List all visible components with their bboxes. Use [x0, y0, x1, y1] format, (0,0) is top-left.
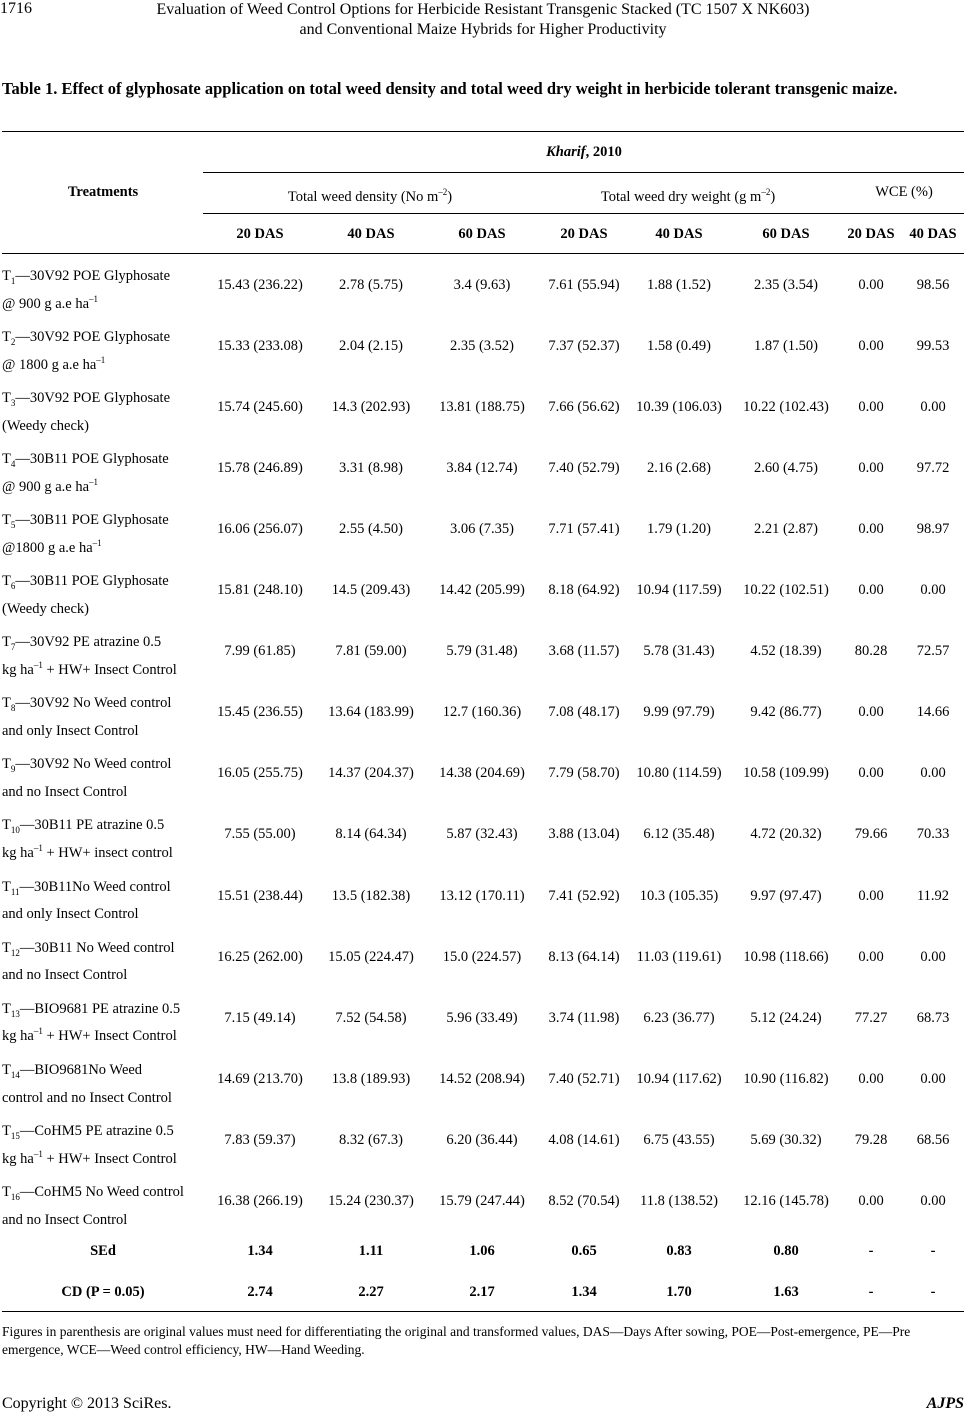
running-head-line2: and Conventional Maize Hybrids for Higher Productivity [299, 21, 667, 38]
season-italic: Kharif [546, 144, 586, 160]
treatment-cell [2, 267, 207, 313]
treatment-line1: $T_6—30B11$ POE Glyphosate [2, 573, 169, 592]
treatment-line2a: @ 1800 g a.e ha [2, 356, 97, 373]
value-cell: 10.22 (102.43) [743, 399, 829, 416]
value-cell: 10.94 (117.62) [636, 1070, 722, 1087]
treatment-line2a: and no Insect Control [2, 784, 128, 801]
treatment-cell [2, 816, 207, 862]
treatment-sub: 4 [10, 459, 16, 470]
value-cell: 14.69 (213.70) [217, 1070, 303, 1087]
value-cell: 0.00 [858, 521, 884, 538]
treatment-name: —30V92 No Weed control [15, 695, 172, 712]
value-cell: 9.97 (97.47) [750, 887, 822, 904]
value-cell: 14.42 (205.99) [439, 582, 525, 599]
header-bottom-rule [2, 253, 964, 254]
value-cell: 3.4 (9.63) [453, 277, 511, 293]
stats-value: 2.27 [358, 1284, 384, 1300]
value-cell: 1.88 (1.52) [646, 277, 712, 293]
treatment-sup: –1 [89, 477, 99, 488]
treatment-line1: $T_3—30V92$ POE Glyphosate [2, 390, 171, 408]
value-cell: 5.78 (31.43) [643, 643, 715, 660]
stats-value: - [868, 1243, 874, 1259]
treatments-header: Treatments [67, 184, 139, 200]
stats-value: 2.17 [469, 1284, 495, 1300]
treatment-line1: $T_{13}—BIO9681$ PE atrazine 0.5 [2, 1000, 181, 1019]
stats-value: 0.80 [773, 1243, 799, 1259]
treatment-line1: $T_{15}—CoHM5$ PE atrazine 0.5 [2, 1122, 174, 1141]
stats-value: 1.63 [773, 1284, 799, 1300]
value-cell: 3.74 (11.98) [548, 1009, 620, 1026]
treatment-line2 [2, 290, 207, 313]
value-cell: 70.33 [916, 826, 950, 843]
value-cell: 16.38 (266.19) [217, 1192, 303, 1209]
value-cell: 15.81 (248.10) [217, 582, 303, 599]
value-cell: 80.28 [854, 643, 888, 660]
value-cell: 15.05 (224.47) [328, 948, 414, 965]
group-dry-text: Total weed dry weight (g m [600, 188, 762, 205]
value-cell: 11.92 [916, 887, 950, 904]
treatment-cell [2, 1000, 207, 1046]
value-cell: 3.68 (11.57) [548, 643, 620, 660]
treatment-sub: 13 [10, 1008, 20, 1019]
treatment-line2 [2, 351, 207, 374]
treatment-line2 [2, 900, 207, 923]
value-cell: 7.37 (52.37) [548, 338, 620, 355]
running-head [0, 0, 966, 40]
treatment-line1: $T_1—30V92$ POE Glyphosate [2, 268, 171, 286]
value-cell: 9.99 (97.79) [643, 704, 715, 721]
value-cell: 8.32 (67.3) [338, 1131, 404, 1148]
value-cell: 2.35 (3.54) [753, 277, 819, 293]
value-cell: 72.57 [916, 643, 950, 660]
treatment-line2a: kg ha [2, 1150, 34, 1167]
treatment-line1: $T_{14}—BIO9681No$ Weed [2, 1061, 143, 1080]
value-cell: 10.58 (109.99) [743, 765, 829, 782]
treatment-line1: $T_5—30B11$ POE Glyphosate [2, 512, 169, 531]
subheader-1: 20 DAS [236, 226, 284, 242]
value-cell: 1.79 (1.20) [646, 521, 712, 538]
treatment-line2 [2, 656, 207, 679]
treatment-cell [2, 572, 207, 618]
stats-value: 1.34 [247, 1243, 273, 1259]
treatment-line2a: kg ha [2, 662, 34, 679]
value-cell: 4.52 (18.39) [750, 643, 822, 660]
treatment-line2a: (Weedy check) [2, 600, 89, 617]
value-cell: 0.00 [858, 1070, 884, 1087]
value-cell: 0.00 [858, 277, 884, 293]
treatment-sub: 3 [10, 397, 16, 408]
stats-value: 1.11 [358, 1243, 384, 1259]
value-cell: 10.90 (116.82) [743, 1070, 829, 1087]
treatment-name: —30B11 No Weed control [19, 939, 175, 956]
treatment-line2b: + HW+ insect control [42, 845, 173, 862]
treatment-line2 [2, 961, 207, 984]
treatment-sub: 11 [10, 886, 20, 897]
value-cell: 8.14 (64.34) [335, 826, 407, 843]
value-cell: 7.99 (61.85) [224, 643, 296, 660]
value-cell: 5.12 (24.24) [750, 1009, 822, 1026]
treatment-line1: $T_2—30V92$ POE Glyphosate [2, 329, 171, 347]
treatment-line2b: + HW+ Insect Control [42, 1150, 177, 1167]
treatment-line2a: control and no Insect Control [2, 1089, 172, 1106]
treatment-name: —30B11 PE atrazine 0.5 [19, 817, 165, 834]
value-cell: 68.73 [916, 1009, 950, 1026]
treatment-sub: 12 [10, 947, 20, 958]
treatment-cell [2, 633, 207, 679]
value-cell: 15.43 (236.22) [217, 277, 303, 293]
treatment-sup: –1 [89, 293, 99, 304]
value-cell: 0.00 [858, 338, 884, 355]
treatment-name: —BIO9681 PE atrazine 0.5 [19, 1000, 181, 1017]
treatment-cell [2, 694, 207, 740]
group-dry-sup: –2 [761, 187, 771, 197]
value-cell: 1.58 (0.49) [646, 338, 712, 355]
treatment-cell [2, 878, 207, 924]
group-wce-header: WCE (%) [875, 184, 933, 200]
treatment-sup: –1 [33, 1148, 43, 1159]
value-cell: 14.37 (204.37) [328, 765, 414, 782]
value-cell: 12.7 (160.36) [442, 704, 522, 721]
value-cell: 99.53 [916, 338, 950, 355]
treatment-sub: 1 [10, 275, 16, 286]
journal-name: AJPS [926, 1395, 964, 1412]
running-head-line1: Evaluation of Weed Control Options for Herbicide Resistant Transgenic Stacked (TC 1507 X NK603) [156, 1, 810, 18]
treatment-name: —BIO9681No Weed [19, 1061, 143, 1078]
treatment-name: —30V92 POE Glyphosate [15, 390, 171, 407]
value-cell: 5.87 (32.43) [446, 826, 518, 843]
value-cell: 10.39 (106.03) [636, 399, 722, 416]
value-cell: 0.00 [858, 887, 884, 904]
treatment-sup: –1 [33, 843, 43, 854]
stats-value: - [930, 1284, 936, 1300]
value-cell: 14.3 (202.93) [331, 399, 411, 416]
value-cell: 0.00 [920, 399, 946, 416]
treatment-cell [2, 1183, 207, 1229]
stats-value: 1.06 [469, 1243, 495, 1259]
treatment-line2 [2, 534, 207, 557]
treatment-sub: 8 [10, 703, 16, 714]
value-cell: 7.83 (59.37) [224, 1131, 296, 1148]
value-cell: 7.15 (49.14) [224, 1009, 296, 1026]
stats-value: - [868, 1284, 874, 1300]
value-cell: 7.52 (54.58) [335, 1009, 407, 1026]
value-cell: 14.38 (204.69) [439, 765, 525, 782]
table-footnote: Figures in parenthesis are original values must need for differentiating the original and transformed values, DAS—Days After sowing, POE—Post-emergence, PE—Pre emergence, WCE—Weed control efficiency, HW—Hand Weeding. [2, 1324, 911, 1357]
group-density-text: Total weed density (No m [287, 188, 439, 205]
value-cell: 79.28 [854, 1131, 888, 1148]
value-cell: 97.72 [916, 460, 950, 477]
stats-label: CD (P = 0.05) [61, 1284, 145, 1300]
value-cell: 2.55 (4.50) [338, 521, 404, 538]
treatment-line2 [2, 473, 207, 496]
value-cell: 13.64 (183.99) [328, 704, 414, 721]
treatment-sub: 14 [10, 1069, 20, 1080]
value-cell: 3.88 (13.04) [548, 826, 620, 843]
value-cell: 0.00 [858, 704, 884, 721]
value-cell: 0.00 [858, 460, 884, 477]
value-cell: 5.79 (31.48) [446, 643, 518, 660]
treatment-name: —30B11 POE Glyphosate [15, 573, 169, 590]
treatment-cell [2, 389, 207, 435]
treatment-line1: $T_{10}—30B11$ PE atrazine 0.5 [2, 817, 165, 836]
value-cell: 14.66 [916, 704, 950, 721]
treatment-sup: –1 [33, 660, 43, 671]
value-cell: 14.52 (208.94) [439, 1070, 525, 1087]
value-cell: 7.40 (52.71) [548, 1070, 620, 1087]
stats-value: 2.74 [247, 1284, 273, 1300]
treatment-name: —30B11No Weed control [19, 878, 171, 895]
treatment-line2 [2, 1206, 207, 1229]
value-cell: 12.16 (145.78) [743, 1192, 829, 1209]
treatment-cell [2, 755, 207, 801]
stats-value: 1.34 [571, 1284, 597, 1300]
value-cell: 98.56 [916, 277, 950, 293]
value-cell: 15.79 (247.44) [439, 1192, 525, 1209]
value-cell: 11.03 (119.61) [636, 948, 722, 965]
value-cell: 5.69 (30.32) [750, 1131, 822, 1148]
value-cell: 0.00 [858, 1192, 884, 1209]
value-cell: 15.0 (224.57) [442, 948, 522, 965]
treatment-name: —30V92 PE atrazine 0.5 [15, 634, 162, 651]
value-cell: 8.13 (64.14) [548, 948, 620, 965]
value-cell: 8.52 (70.54) [548, 1192, 620, 1209]
value-cell: 15.78 (246.89) [217, 460, 303, 477]
value-cell: 6.23 (36.77) [643, 1009, 715, 1026]
treatment-sup: –1 [92, 538, 102, 549]
stats-value: 0.65 [571, 1243, 597, 1259]
value-cell: 8.18 (64.92) [548, 582, 620, 599]
value-cell: 7.61 (55.94) [548, 277, 620, 293]
value-cell: 15.51 (238.44) [217, 887, 303, 904]
treatment-cell [2, 450, 207, 496]
treatment-line2a: @ 900 g a.e ha [2, 478, 90, 495]
subheader-3: 60 DAS [458, 226, 506, 242]
value-cell: 3.84 (12.74) [446, 460, 518, 477]
treatment-name: —30V92 POE Glyphosate [15, 329, 171, 346]
treatment-line2a: @1800 g a.e ha [2, 539, 93, 556]
value-cell: 7.81 (59.00) [335, 643, 407, 660]
treatment-line1: $T_4—30B11$ POE Glyphosate [2, 451, 169, 470]
value-cell: 16.25 (262.00) [217, 948, 303, 965]
value-cell: 77.27 [854, 1009, 888, 1026]
treatment-cell [2, 939, 207, 985]
value-cell: 10.98 (118.66) [743, 948, 829, 965]
table-top-rule [2, 131, 964, 132]
treatment-sub: 7 [10, 642, 16, 653]
group-density-close: ) [447, 188, 453, 205]
value-cell: 16.06 (256.07) [217, 521, 303, 538]
treatment-name: —30V92 POE Glyphosate [15, 268, 171, 284]
subheader-4: 20 DAS [560, 226, 608, 242]
value-cell: 9.42 (86.77) [750, 704, 822, 721]
value-cell: 0.00 [920, 1070, 946, 1087]
value-cell: 13.12 (170.11) [439, 887, 525, 904]
treatment-line1: $T_{11}—30B11No$ Weed control [2, 878, 171, 897]
value-cell: 0.00 [920, 1192, 946, 1209]
value-cell: 6.20 (36.44) [446, 1131, 518, 1148]
value-cell: 10.94 (117.59) [636, 582, 722, 599]
season-header [546, 143, 622, 161]
treatment-line2b: + HW+ Insect Control [42, 662, 177, 679]
treatment-sub: 5 [10, 520, 16, 531]
value-cell: 4.08 (14.61) [548, 1131, 620, 1148]
value-cell: 3.31 (8.98) [338, 460, 404, 477]
treatment-cell [2, 1122, 207, 1168]
treatment-sub: 10 [10, 825, 20, 836]
value-cell: 0.00 [858, 948, 884, 965]
subheader-2: 40 DAS [347, 226, 395, 242]
treatment-name: —CoHM5 No Weed control [19, 1183, 184, 1200]
value-cell: 0.00 [858, 765, 884, 782]
treatment-sub: 9 [10, 764, 16, 775]
treatment-cell [2, 511, 207, 557]
treatment-line2a: and only Insect Control [2, 723, 139, 740]
value-cell: 14.5 (209.43) [331, 582, 411, 599]
group-rule [203, 213, 964, 214]
treatment-name: —30V92 No Weed control [15, 756, 172, 773]
value-cell: 1.87 (1.50) [753, 338, 819, 355]
value-cell: 10.3 (105.35) [639, 887, 719, 904]
value-cell: 2.21 (2.87) [753, 521, 819, 538]
stats-label: SEd [90, 1243, 116, 1259]
value-cell: 13.81 (188.75) [439, 399, 525, 416]
value-cell: 3.06 (7.35) [449, 521, 515, 538]
treatment-line2 [2, 1022, 207, 1045]
treatment-line2a: kg ha [2, 845, 34, 862]
treatment-line2a: @ 900 g a.e ha [2, 295, 90, 312]
value-cell: 6.75 (43.55) [643, 1131, 715, 1148]
treatment-cell [2, 1061, 207, 1107]
value-cell: 2.35 (3.52) [449, 338, 515, 355]
value-cell: 5.96 (33.49) [446, 1009, 518, 1026]
value-cell: 7.66 (56.62) [548, 399, 620, 416]
treatment-line2a: and no Insect Control [2, 1211, 128, 1228]
page-number: 1716 [0, 0, 32, 17]
treatment-sup: –1 [96, 354, 106, 365]
value-cell: 0.00 [858, 582, 884, 599]
season-rest: , 2010 [585, 144, 622, 160]
treatment-name: —30B11 POE Glyphosate [15, 512, 169, 529]
value-cell: 15.33 (233.08) [217, 338, 303, 355]
treatment-line1: $T_{12}—30B11$ No Weed control [2, 939, 175, 958]
treatment-line2 [2, 717, 207, 740]
value-cell: 11.8 (138.52) [640, 1192, 718, 1209]
value-cell: 4.72 (20.32) [750, 826, 822, 843]
treatment-name: —30B11 POE Glyphosate [15, 451, 169, 468]
table-bottom-rule [2, 1311, 964, 1312]
treatment-line1: $T_{16}—CoHM5$ No Weed control [2, 1183, 184, 1202]
treatment-line1: $T_9—30V92$ No Weed control [2, 756, 172, 775]
value-cell: 7.41 (52.92) [548, 887, 620, 904]
value-cell: 10.22 (102.51) [743, 582, 829, 599]
treatment-sub: 2 [10, 336, 16, 347]
treatment-sup: –1 [33, 1026, 43, 1037]
value-cell: 7.79 (58.70) [548, 765, 620, 782]
value-cell: 15.45 (236.55) [217, 704, 303, 721]
treatment-sub: 6 [10, 581, 16, 592]
treatment-cell [2, 328, 207, 374]
subheader-7: 20 DAS [847, 226, 895, 242]
stats-value: 0.83 [666, 1243, 692, 1259]
value-cell: 7.08 (48.17) [548, 704, 620, 721]
treatment-line2a: and no Insect Control [2, 967, 128, 984]
value-cell: 7.55 (55.00) [224, 826, 296, 843]
group-dry-close: ) [770, 188, 776, 205]
value-cell: 6.12 (35.48) [643, 826, 715, 843]
group-dry-header [601, 183, 775, 206]
value-cell: 2.78 (5.75) [338, 277, 404, 293]
value-cell: 16.05 (255.75) [217, 765, 303, 782]
subheader-5: 40 DAS [655, 226, 703, 242]
treatment-sub: 16 [10, 1191, 20, 1202]
season-rule [203, 172, 964, 173]
subheader-6: 60 DAS [762, 226, 810, 242]
treatment-line2 [2, 1145, 207, 1168]
group-density-header [288, 183, 452, 206]
value-cell: 2.16 (2.68) [646, 460, 712, 477]
value-cell: 79.66 [854, 826, 888, 843]
value-cell: 0.00 [858, 399, 884, 416]
stats-value: - [930, 1243, 936, 1259]
table-caption: Table 1. Effect of glyphosate application on total weed density and total weed dry weight in herbicide tolerant transgenic maize. [2, 79, 898, 98]
treatment-sub: 15 [10, 1130, 20, 1141]
value-cell: 13.5 (182.38) [331, 887, 411, 904]
treatment-line2a: and only Insect Control [2, 906, 139, 923]
value-cell: 0.00 [920, 582, 946, 599]
treatment-line1: $T_8—30V92$ No Weed control [2, 695, 172, 714]
treatment-line1: $T_7—30V92$ PE atrazine 0.5 [2, 634, 162, 653]
treatment-line2 [2, 839, 207, 862]
value-cell: 2.04 (2.15) [338, 338, 404, 355]
value-cell: 10.80 (114.59) [636, 765, 722, 782]
value-cell: 15.74 (245.60) [217, 399, 303, 416]
value-cell: 15.24 (230.37) [328, 1192, 414, 1209]
treatment-line2a: kg ha [2, 1028, 34, 1045]
treatment-line2 [2, 1084, 207, 1107]
copyright: Copyright © 2013 SciRes. [2, 1395, 172, 1412]
treatment-line2 [2, 595, 207, 618]
value-cell: 7.71 (57.41) [548, 521, 620, 538]
treatment-name: —CoHM5 PE atrazine 0.5 [19, 1122, 174, 1139]
treatment-line2a: (Weedy check) [2, 417, 89, 434]
value-cell: 2.60 (4.75) [753, 460, 819, 477]
value-cell: 68.56 [916, 1131, 950, 1148]
treatment-line2 [2, 778, 207, 801]
group-density-sup: –2 [438, 187, 448, 197]
value-cell: 98.97 [916, 521, 950, 538]
treatment-line2 [2, 412, 207, 435]
subheader-8: 40 DAS [909, 226, 957, 242]
value-cell: 0.00 [920, 765, 946, 782]
value-cell: 7.40 (52.79) [548, 460, 620, 477]
value-cell: 13.8 (189.93) [331, 1070, 411, 1087]
treatment-line2b: + HW+ Insect Control [42, 1028, 177, 1045]
stats-value: 1.70 [666, 1284, 692, 1300]
value-cell: 0.00 [920, 948, 946, 965]
